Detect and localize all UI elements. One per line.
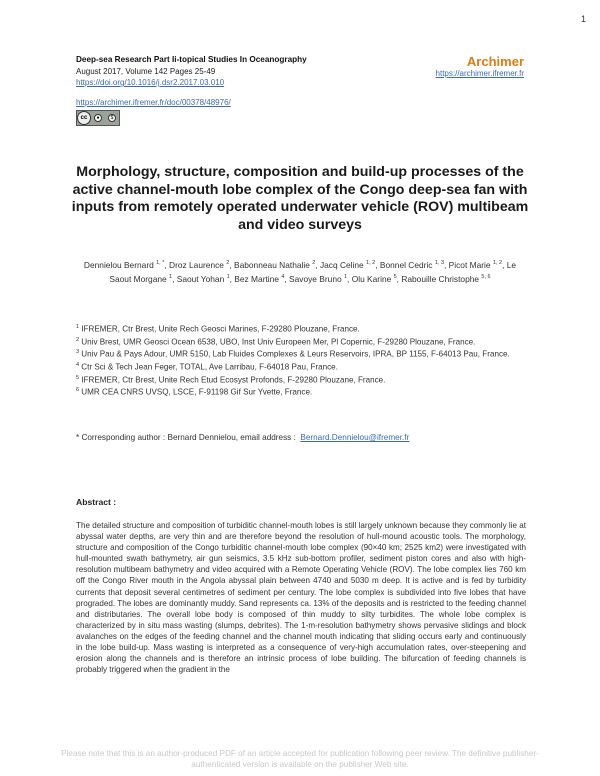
affiliations (76, 322, 526, 398)
article-title: Morphology, structure, composition and build-up processes of the active channel-mouth lobe complex of the Congo deep-sea fan with inputs from remotely operated underwater vehicle (ROV) multibeam and video surveys (71, 164, 529, 233)
affiliation: $^4$ Ctr Sci & Tech Jean Feger, TOTAL, Ave Larribau, F-64018 Pau, France. (76, 362, 338, 372)
author-affiliation-mark: 4 (281, 273, 285, 280)
author-list: Dennielou Bernard $^{1, *}$, Droz Laurence $^2$, Babonneau Nathalie $^2$, Jacq Celine $^{1, 2}$, Bonnel Cedric $^{1, 3}$, Picot Marie $^{1, 2}$, Le Saout Morgane $^1$, Saout Yohan $^1$, Bez Martine $^4$, Savoye Bruno $^1$, Olu Karine $^5$, Rabouille Christophe $^{5, 6}$ (83, 259, 517, 284)
affiliation: $^1$ IFREMER, Ctr Brest, Unite Rech Geosci Marines, F-29280 Plouzane, France. (76, 324, 360, 334)
author: Bez Martine $^4$ (234, 273, 285, 284)
affiliation-number: 2 (76, 336, 80, 343)
doi-link[interactable]: https://doi.org/10.1016/j.dsr2.2017.03.010 (76, 78, 225, 87)
affiliation-number: 1 (76, 324, 80, 330)
author: Saout Yohan $^1$ (176, 273, 230, 284)
author: Olu Karine $^5$ (351, 273, 397, 284)
archimer-link[interactable]: https://archimer.ifremer.fr (435, 69, 524, 78)
cc-icon: cc (77, 111, 91, 125)
journal-name: Deep-sea Research Part Ii-topical Studies In Oceanography (76, 55, 307, 64)
corresponding-author (76, 433, 409, 442)
author: Droz Laurence $^2$ (169, 259, 230, 270)
abstract-text: The detailed structure and composition of turbiditic channel-mouth lobes is still largely unknown because they commonly lie at abyssal water depths, are very thin and are therefore beyond the resolution of hull-mound acoustic tools. The morphology, structure and composition of the Congo turbiditic channel-mouth lobe complex (90×40 km; 2525 km2) were investigated with hull-mounted swath bathymetry, air gun seismics, 3.5 kHz sub-bottom profiler, sediment piston cores and also with high-resolution multibeam bathymetry and video acquired with a Remote Operating Vehicle (ROV). The lobe complex lies 760 km off the Congo River mouth in the Angola abyssal plain between 4740 and 5030 m deep. It is active and is fed by turbidity currents that deposit several centimetres of sediment per century. The lobe complex is subdivided into five lobes that have prograded. The lobes are dominantly muddy. Sand represents ca. 13% of the deposits and is restricted to the feeding channel and distributaries. The overall lobe body is composed of thin muddy to silty turbidites. The whole lobe complex is characterized by in situ mass wasting (slumps, debrites). The 1-m-resolution bathymetry shows pervasive slidings and block avalanches on the edges of the feeding channel and the channel mouth indicating that sliding occurs early and continuously in the lobe build-up. Mass wasting is interpreted as a consequence of very-high accumulation rates, over-steepening and erosion along the channels and is therefore an intrinsic process of lobe building. The bifurcation of feeding channels is probably triggered when the gradient in the (76, 521, 526, 675)
author: Picot Marie $^{1, 2}$ (448, 259, 503, 270)
affiliation-number: 3 (76, 349, 80, 356)
author-affiliation-mark: 1, 2 (492, 260, 503, 266)
document-link[interactable]: https://archimer.ifremer.fr/doc/00378/48976/ (76, 98, 231, 107)
author: Le Saout Morgane $^1$ (109, 259, 517, 284)
author-affiliation-mark: 1, 3 (434, 260, 445, 266)
author: Babonneau Nathalie $^2$ (234, 259, 316, 270)
affiliation-number: 5 (76, 374, 80, 381)
author-affiliation-mark: 2 (312, 260, 316, 266)
by-icon: ● (94, 114, 102, 122)
affiliation: $^6$ UMR CEA CNRS UVSQ, LSCE, F-91198 Gif Sur Yvette, France. (76, 387, 313, 398)
footer-notice: Please note that this is an author-produced PDF of an article accepted for publication following peer review. The definitive publisher-authenticated version is available on the publisher Web site. (61, 749, 539, 769)
author-affiliation-mark: 2 (226, 260, 230, 266)
author: Jacq Celine $^{1, 2}$ (319, 259, 376, 270)
affiliation: $^3$ Univ Pau & Pays Adour, UMR 5150, Lab Fluides Complexes & Leurs Reservoirs, IPRA, BP 1155, F-64013 Pau, France. (76, 349, 510, 360)
creative-commons-badge[interactable] (76, 110, 120, 126)
archimer-logo: Archimer (466, 54, 524, 69)
author-affiliation-mark: 1 (226, 273, 230, 280)
archimer-header (436, 55, 524, 79)
author: Dennielou Bernard $^{1, *}$ (83, 259, 165, 270)
affiliation-number: 4 (76, 362, 80, 369)
journal-issue: August 2017, Volume 142 Pages 25-49 (76, 66, 216, 76)
corresponding-label: * Corresponding author : Bernard Dennielou, email address : (76, 433, 296, 442)
abstract-heading: Abstract : (76, 497, 117, 507)
corresponding-email[interactable]: Bernard.Dennielou@ifremer.fr (300, 433, 410, 442)
author-affiliation-mark: 1, * (156, 260, 165, 266)
author: Rabouille Christophe $^{5, 6}$ (401, 273, 491, 284)
author-affiliation-mark: 5, 6 (481, 273, 491, 280)
author: Bonnel Cedric $^{1, 3}$ (379, 259, 445, 270)
author-affiliation-mark: 1, 2 (366, 260, 376, 266)
author-affiliation-mark: 1 (169, 273, 173, 280)
affiliation: $^2$ Univ Brest, UMR Geosci Ocean 6538, UBO, Inst Univ Europeen Mer, Pl Copernic, F-29280 Plouzane, France. (76, 336, 476, 347)
author: Savoye Bruno $^1$ (289, 273, 348, 284)
page-number: 1 (580, 14, 586, 24)
affiliation-number: 6 (76, 387, 80, 394)
affiliation: $^5$ IFREMER, Ctr Brest, Unite Rech Etud Ecosyst Profonds, F-29280 Plouzane, France. (76, 374, 386, 385)
author-affiliation-mark: 1 (343, 273, 348, 280)
journal-info (76, 54, 307, 89)
author-affiliation-mark: 5 (393, 273, 397, 280)
nc-icon: $ (108, 114, 116, 122)
